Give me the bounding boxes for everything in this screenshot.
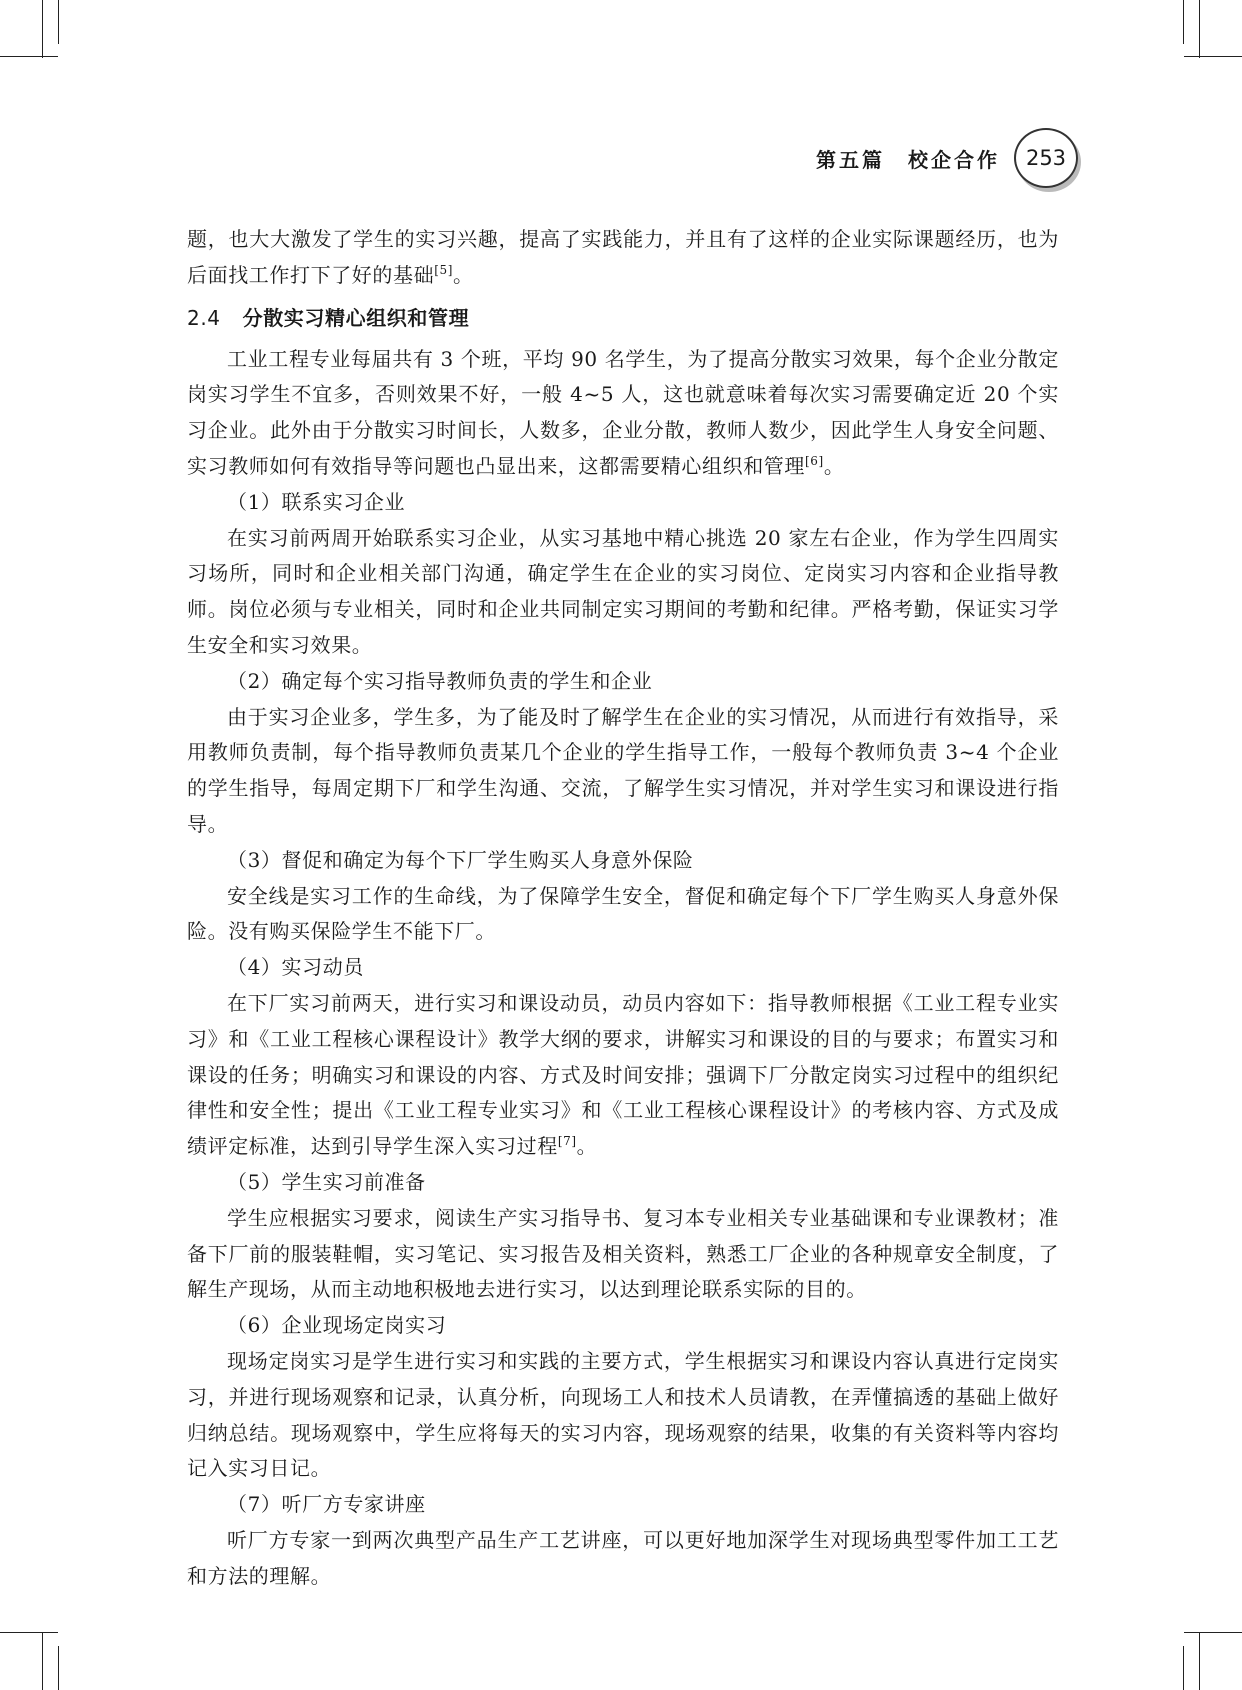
paragraph: 由于实习企业多，学生多，为了能及时了解学生在企业的实习情况，从而进行有效指导，采用教师负责制，每个指导教师负责某几个企业的学生指导工作，一般每个教师负责 3~4 个企业的学生指导，每周定期下厂和学生沟通、交流，了解学生实习情况，并对学生实习和课设进行指导。 (187, 704, 1059, 836)
item-heading: （3）督促和确定为每个下厂学生购买人身意外保险 (227, 847, 694, 872)
section-number: 2.4 (187, 305, 221, 330)
crop-mark (0, 1632, 58, 1633)
crop-mark (1199, 0, 1200, 58)
paragraph: 学生应根据实习要求，阅读生产实习指导书、复习本专业相关专业基础课和专业课教材；准备下厂前的服装鞋帽，实习笔记、实习报告及相关资料，熟悉工厂企业的各种规章安全制度，了解生产现场，从而主动地积极地去进行实习，以达到理论联系实际的目的。 (187, 1205, 1059, 1302)
item-heading: （7）听厂方专家讲座 (227, 1492, 426, 1517)
crop-mark (42, 0, 43, 58)
crop-mark (1199, 1632, 1200, 1690)
chapter-title: 第五篇 校企合作 (816, 147, 1000, 172)
body-text (187, 222, 1059, 1594)
item-heading: （1）联系实习企业 (227, 489, 406, 514)
section-heading (187, 300, 1059, 336)
citation: [7] (557, 1134, 577, 1149)
citation: [5] (434, 262, 454, 277)
item-heading: （2）确定每个实习指导教师负责的学生和企业 (227, 668, 653, 693)
paragraph: 题，也大大激发了学生的实习兴趣，提高了实践能力，并且有了这样的企业实际课题经历，也为后面找工作打下了好的基础[5]。 (187, 227, 1059, 287)
running-header (816, 128, 1078, 188)
paragraph: 听厂方专家一到两次典型产品生产工艺讲座，可以更好地加深学生对现场典型零件加工工艺和方法的理解。 (187, 1527, 1059, 1588)
crop-mark (0, 56, 58, 57)
crop-mark (1183, 0, 1184, 44)
paragraph: 在下厂实习前两天，进行实习和课设动员，动员内容如下：指导教师根据《工业工程专业实习》和《工业工程核心课程设计》教学大纲的要求，讲解实习和课设的目的与要求；布置实习和课设的任务；明确实习和课设的内容、方式及时间安排；强调下厂分散定岗实习过程中的组织纪律性和安全性；提出《工业工程专业实习》和《工业工程核心课程设计》的考核内容、方式及成绩评定标准，达到引导学生深入实习过程[7]。 (187, 990, 1059, 1159)
page-number-badge: 253 (1014, 128, 1078, 188)
paragraph: 在实习前两周开始联系实习企业，从实习基地中精心挑选 20 家左右企业，作为学生四周实习场所，同时和企业相关部门沟通，确定学生在企业的实习岗位、定岗实习内容和企业指导教师。岗位必须与专业相关，同时和企业共同制定实习期间的考勤和纪律。严格考勤，保证实习学生安全和实习效果。 (187, 525, 1059, 657)
item-heading: （4）实习动员 (227, 955, 364, 980)
crop-mark (58, 0, 59, 44)
crop-mark (1183, 1646, 1184, 1690)
paragraph: 安全线是实习工作的生命线，为了保障学生安全，督促和确定每个下厂学生购买人身意外保险。没有购买保险学生不能下厂。 (187, 883, 1059, 944)
item-heading: （6）企业现场定岗实习 (227, 1313, 447, 1338)
section-title: 分散实习精心组织和管理 (242, 305, 470, 330)
citation: [6] (805, 453, 824, 468)
crop-mark (42, 1632, 43, 1690)
crop-mark (58, 1646, 59, 1690)
paragraph: 工业工程专业每届共有 3 个班，平均 90 名学生，为了提高分散实习效果，每个企业分散定岗实习学生不宜多，否则效果不好，一般 4~5 人，这也就意味着每次实习需要确定近 20 个实习企业。此外由于分散实习时间长，人数多，企业分散，教师人数少，因此学生人身安全问题、实习教师如何有效指导等问题也凸显出来，这都需要精心组织和管理[6]。 (187, 346, 1059, 478)
crop-mark (1184, 56, 1242, 57)
paragraph: 现场定岗实习是学生进行实习和实践的主要方式，学生根据实习和课设内容认真进行定岗实习，并进行现场观察和记录，认真分析，向现场工人和技术人员请教，在弄懂搞透的基础上做好归纳总结。现场观察中，学生应将每天的实习内容，现场观察的结果，收集的有关资料等内容均记入实习日记。 (187, 1348, 1059, 1481)
crop-mark (1184, 1632, 1242, 1633)
item-heading: （5）学生实习前准备 (227, 1169, 426, 1194)
